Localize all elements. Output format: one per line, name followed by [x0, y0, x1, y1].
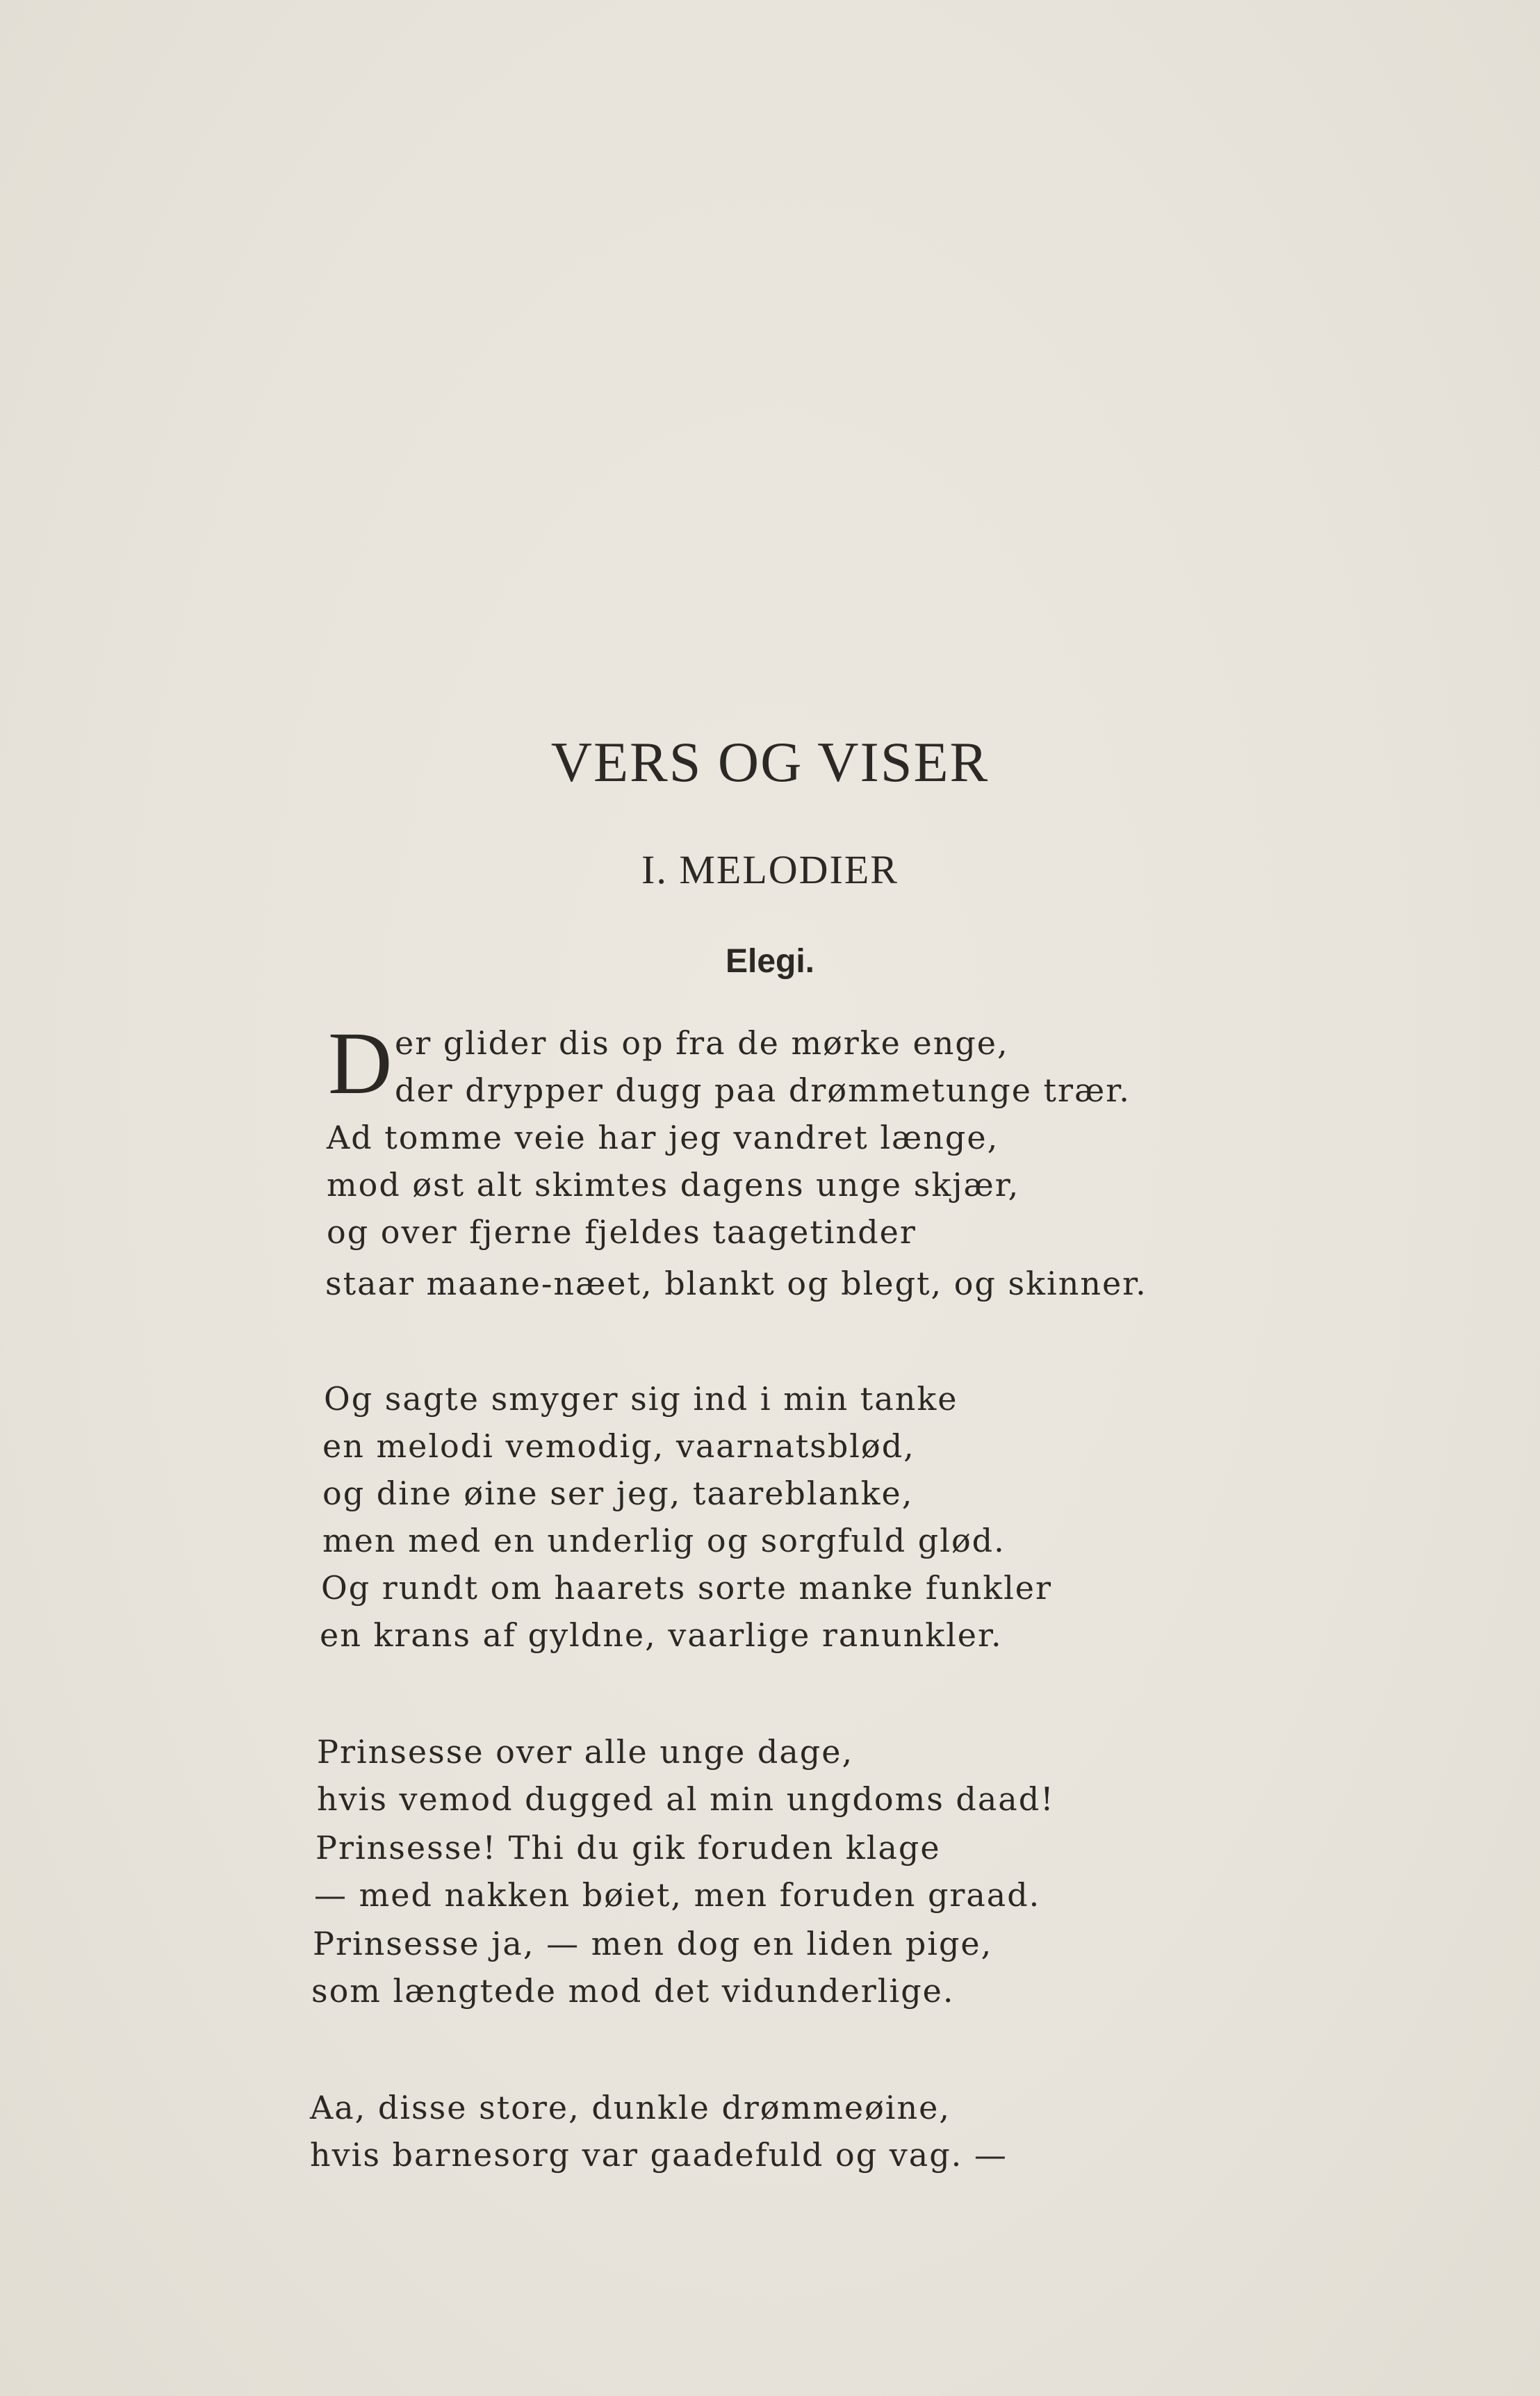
drop-cap: D	[328, 1014, 393, 1113]
poem-line: Og rundt om haarets sorte manke funkler	[321, 1569, 1052, 1607]
poem-line: Og sagte smyger sig ind i min tanke	[324, 1380, 958, 1418]
poem-line: hvis vemod dugged al min ungdoms daad!	[317, 1780, 1055, 1818]
poem-line: en melodi vemodig, vaarnatsblød,	[322, 1427, 915, 1465]
poem-title: Elegi.	[725, 943, 815, 980]
poem-line: — med nakken bøiet, men foruden graad.	[314, 1876, 1041, 1914]
poem-line: og over fjerne fjeldes taagetinder	[327, 1213, 917, 1251]
page-title: VERS OG VISER	[550, 730, 990, 794]
poem-line: mod øst alt skimtes dagens unge skjær,	[327, 1166, 1020, 1204]
poem-line: og dine øine ser jeg, taareblanke,	[322, 1475, 914, 1512]
section-heading: I. MELODIER	[641, 847, 899, 892]
poem-line: er glider dis op fra de mørke enge,	[395, 1024, 1009, 1062]
poem-line: en krans af gyldne, vaarlige ranunkler.	[320, 1616, 1003, 1654]
poem-line: Ad tomme veie har jeg vandret længe,	[327, 1119, 999, 1156]
poem-line: men med en underlig og sorgfuld glød.	[322, 1522, 1006, 1559]
poem-line: Prinsesse! Thi du gik foruden klage	[316, 1829, 941, 1866]
poem-line: som længtede mod det vidunderlige.	[311, 1972, 955, 2010]
poem-line: Prinsesse ja, — men dog en liden pige,	[313, 1925, 993, 1962]
poem-line: hvis barnesorg var gaadefuld og vag. —	[310, 2136, 1008, 2174]
poem-line: der drypper dugg paa drømmetunge trær.	[395, 1072, 1131, 1109]
poem-line: Aa, disse store, dunkle drømmeøine,	[310, 2089, 951, 2126]
poem-line: Prinsesse over alle unge dage,	[317, 1733, 854, 1771]
poem-line: staar maane-næet, blankt og blegt, og skinner.	[325, 1265, 1147, 1302]
